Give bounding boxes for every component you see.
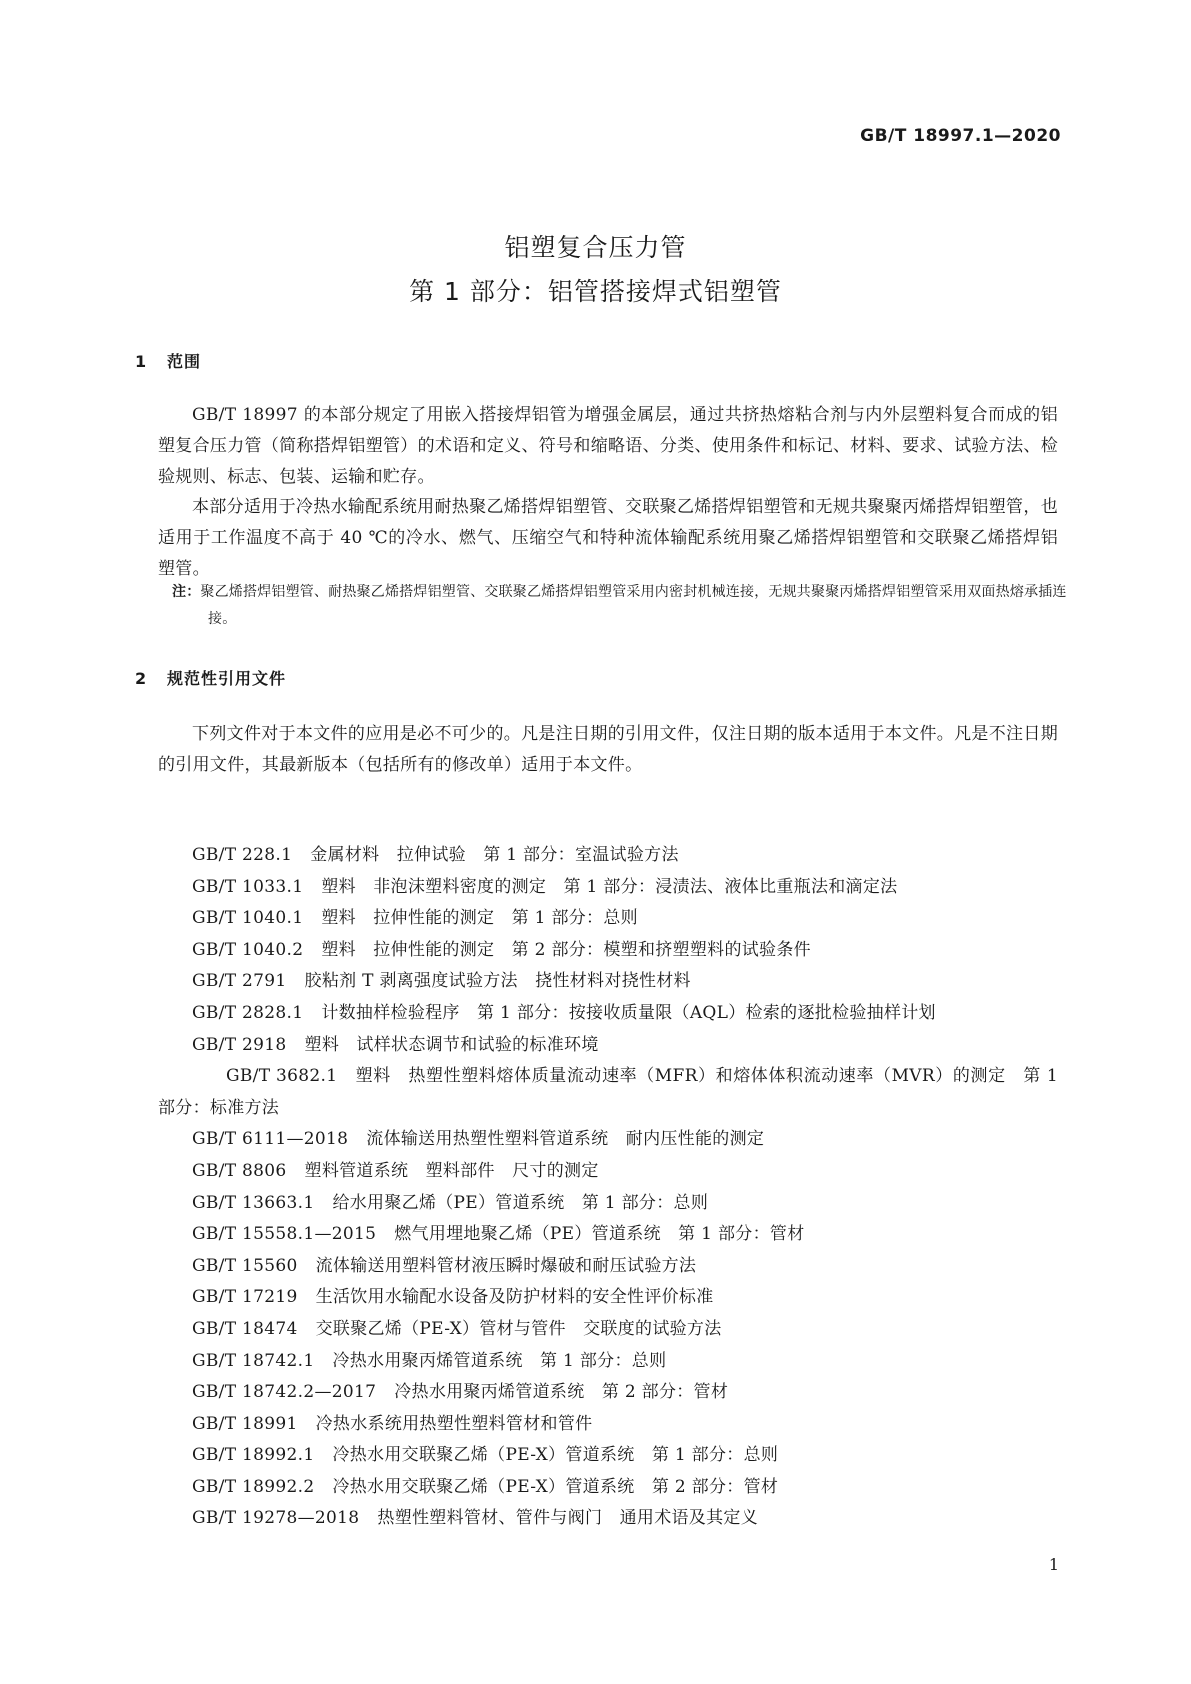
- reference-title: 给水用聚乙烯（PE）管道系统 第 1 部分：总则: [332, 1192, 709, 1213]
- reference-item: [158, 1346, 1058, 1378]
- reference-item: [158, 1030, 1058, 1062]
- reference-title: 金属材料 拉伸试验 第 1 部分：室温试验方法: [310, 845, 679, 865]
- note-text: 聚乙烯搭焊铝塑管、耐热聚乙烯搭焊铝塑管、交联聚乙烯搭焊铝塑管采用内密封机械连接，无规共聚聚丙烯搭焊铝塑管采用双面热熔承插连接。: [200, 584, 1067, 627]
- section-1-paragraph-2: 本部分适用于冷热水输配系统用耐热聚乙烯搭焊铝塑管、交联聚乙烯搭焊铝塑管和无规共聚聚丙烯搭焊铝塑管，也适用于工作温度不高于 40 ℃的冷水、燃气、压缩空气和特种流体输配系统用聚乙烯搭焊铝塑管和交联聚乙烯搭焊铝塑管。: [158, 497, 1058, 579]
- reference-item: [158, 1440, 1058, 1472]
- section-1-number: 1: [135, 352, 148, 371]
- reference-code: GB/T 19278—2018: [192, 1508, 360, 1529]
- reference-item: [158, 1314, 1058, 1346]
- reference-code: GB/T 228.1: [192, 845, 293, 865]
- normative-references-list: [158, 840, 1058, 1535]
- reference-item: [158, 966, 1058, 998]
- section-2-intro: 下列文件对于本文件的应用是必不可少的。凡是注日期的引用文件，仅注日期的版本适用于本文件。凡是不注日期的引用文件，其最新版本（包括所有的修改单）适用于本文件。: [158, 724, 1058, 775]
- reference-code: GB/T 13663.1: [192, 1192, 315, 1213]
- reference-item: [158, 1251, 1058, 1283]
- section-2-title: 规范性引用文件: [167, 669, 287, 688]
- title-line-1: 铝塑复合压力管: [504, 233, 687, 262]
- reference-code: GB/T 2791: [192, 971, 287, 992]
- reference-title: 冷热水系统用热塑性塑料管材和管件: [315, 1413, 593, 1434]
- reference-item: [158, 1219, 1058, 1251]
- reference-title: 冷热水用交联聚乙烯（PE-X）管道系统 第 2 部分：管材: [332, 1476, 779, 1497]
- reference-title: 燃气用埋地聚乙烯（PE）管道系统 第 1 部分：管材: [394, 1224, 805, 1245]
- reference-code: GB/T 18742.2—2017: [192, 1382, 377, 1403]
- reference-item: [158, 1188, 1058, 1220]
- section-1-paragraph-1: GB/T 18997 的本部分规定了用嵌入搭接焊铝管为增强金属层，通过共挤热熔粘合剂与内外层塑料复合而成的铝塑复合压力管（简称搭焊铝塑管）的术语和定义、符号和缩略语、分类、使用条件和标记、材料、要求、试验方法、检验规则、标志、包装、运输和贮存。: [158, 405, 1058, 487]
- reference-title: 塑料 拉伸性能的测定 第 1 部分：总则: [321, 908, 638, 929]
- reference-code: GB/T 18992.1: [192, 1445, 315, 1466]
- reference-code: GB/T 15558.1—2015: [192, 1224, 377, 1245]
- page-number: 1: [1048, 1555, 1059, 1574]
- reference-code: GB/T 18992.2: [192, 1476, 315, 1497]
- note-label: 注：: [172, 584, 201, 600]
- reference-item: [158, 1156, 1058, 1188]
- reference-title: 塑料 试样状态调节和试验的标准环境: [304, 1034, 599, 1055]
- reference-item: [158, 1282, 1058, 1314]
- reference-code: GB/T 18474: [192, 1318, 298, 1339]
- reference-code: GB/T 1040.1: [192, 908, 304, 929]
- reference-title: 冷热水用聚丙烯管道系统 第 2 部分：管材: [394, 1382, 729, 1403]
- reference-title: 胶粘剂 T 剥离强度试验方法 挠性材料对挠性材料: [304, 971, 691, 992]
- reference-code: GB/T 17219: [192, 1287, 298, 1308]
- reference-title: 热塑性塑料管材、管件与阀门 通用术语及其定义: [377, 1508, 758, 1529]
- reference-item: [158, 1503, 1058, 1535]
- reference-code: GB/T 3682.1: [226, 1066, 338, 1087]
- reference-title: 生活饮用水输配水设备及防护材料的安全性评价标准: [315, 1287, 714, 1308]
- reference-code: GB/T 15560: [192, 1255, 298, 1276]
- reference-code: GB/T 6111—2018: [192, 1129, 349, 1150]
- reference-code: GB/T 1040.2: [192, 939, 304, 960]
- reference-title: 塑料 拉伸性能的测定 第 2 部分：模塑和挤塑塑料的试验条件: [321, 939, 811, 960]
- reference-title: 流体输送用热塑性塑料管道系统 耐内压性能的测定: [366, 1129, 765, 1150]
- reference-title: 计数抽样检验程序 第 1 部分：按接收质量限（AQL）检索的逐批检验抽样计划: [321, 1002, 936, 1023]
- reference-item: [158, 872, 1058, 904]
- reference-code: GB/T 2828.1: [192, 1002, 304, 1023]
- reference-item: [158, 1472, 1058, 1504]
- reference-title: 冷热水用聚丙烯管道系统 第 1 部分：总则: [332, 1350, 667, 1371]
- reference-item: [158, 1061, 1058, 1124]
- reference-item: [158, 840, 1058, 872]
- section-2-number: 2: [135, 669, 148, 688]
- reference-item: [158, 1409, 1058, 1441]
- reference-code: GB/T 18742.1: [192, 1350, 315, 1371]
- reference-code: GB/T 1033.1: [192, 876, 304, 897]
- section-2-heading: [135, 666, 286, 689]
- reference-item: [158, 998, 1058, 1030]
- reference-title: 塑料管道系统 塑料部件 尺寸的测定: [304, 1160, 599, 1181]
- reference-title: 塑料 热塑性塑料熔体质量流动速率（MFR）和熔体体积流动速率（MVR）的测定 第 1 部分：标准方法: [158, 1066, 1058, 1118]
- section-1-note: [172, 579, 1094, 633]
- reference-item: [158, 1124, 1058, 1156]
- reference-item: [158, 935, 1058, 967]
- standard-number: GB/T 18997.1—2020: [860, 126, 1061, 146]
- reference-title: 塑料 非泡沫塑料密度的测定 第 1 部分：浸渍法、液体比重瓶法和滴定法: [321, 876, 898, 897]
- reference-title: 交联聚乙烯（PE-X）管材与管件 交联度的试验方法: [315, 1318, 722, 1339]
- section-1-title: 范围: [167, 352, 202, 371]
- reference-title: 流体输送用塑料管材液压瞬时爆破和耐压试验方法: [315, 1255, 697, 1276]
- document-title: [0, 226, 1191, 314]
- reference-code: GB/T 2918: [192, 1034, 287, 1055]
- title-line-2: 第 1 部分：铝管搭接焊式铝塑管: [409, 277, 782, 306]
- reference-item: [158, 1377, 1058, 1409]
- reference-code: GB/T 8806: [192, 1160, 287, 1181]
- reference-item: [158, 903, 1058, 935]
- section-1-heading: [135, 349, 201, 372]
- reference-title: 冷热水用交联聚乙烯（PE-X）管道系统 第 1 部分：总则: [332, 1445, 779, 1466]
- reference-code: GB/T 18991: [192, 1413, 298, 1434]
